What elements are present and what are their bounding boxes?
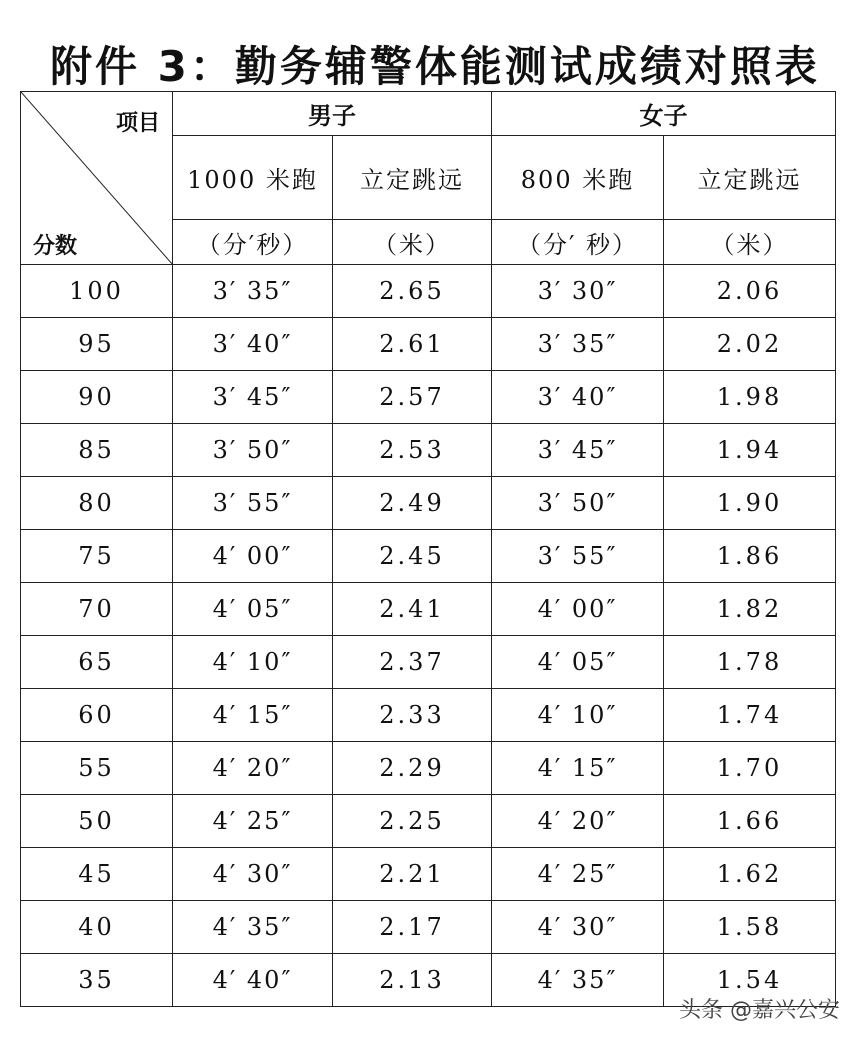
score-cell: 90 bbox=[21, 371, 173, 424]
female-jump-cell: 1.98 bbox=[664, 371, 836, 424]
male-jump-cell: 2.45 bbox=[333, 530, 492, 583]
score-table-body bbox=[21, 92, 836, 1007]
female-run-cell: 4′ 25″ bbox=[492, 848, 664, 901]
female-run-cell: 4′ 05″ bbox=[492, 636, 664, 689]
male-run-cell: 4′ 20″ bbox=[173, 742, 333, 795]
female-run-cell: 4′ 35″ bbox=[492, 954, 664, 1007]
male-run-cell: 3′ 35″ bbox=[173, 265, 333, 318]
male-run-cell: 4′ 30″ bbox=[173, 848, 333, 901]
corner-header-cell bbox=[21, 92, 173, 265]
header-male-run: 1000 米跑 bbox=[173, 136, 333, 220]
table-row bbox=[21, 424, 836, 477]
female-run-cell: 3′ 35″ bbox=[492, 318, 664, 371]
female-jump-cell: 2.02 bbox=[664, 318, 836, 371]
table-row bbox=[21, 689, 836, 742]
female-jump-cell: 1.74 bbox=[664, 689, 836, 742]
table-row bbox=[21, 901, 836, 954]
score-cell: 55 bbox=[21, 742, 173, 795]
header-female-run: 800 米跑 bbox=[492, 136, 664, 220]
female-run-cell: 3′ 45″ bbox=[492, 424, 664, 477]
male-jump-cell: 2.25 bbox=[333, 795, 492, 848]
score-cell: 35 bbox=[21, 954, 173, 1007]
table-row bbox=[21, 530, 836, 583]
female-jump-cell: 1.62 bbox=[664, 848, 836, 901]
female-run-cell: 3′ 30″ bbox=[492, 265, 664, 318]
table-row bbox=[21, 583, 836, 636]
male-run-cell: 3′ 40″ bbox=[173, 318, 333, 371]
score-cell: 95 bbox=[21, 318, 173, 371]
group-header-row bbox=[21, 92, 836, 136]
male-run-cell: 3′ 55″ bbox=[173, 477, 333, 530]
table-row bbox=[21, 318, 836, 371]
table-row bbox=[21, 742, 836, 795]
male-run-cell: 4′ 25″ bbox=[173, 795, 333, 848]
score-cell: 85 bbox=[21, 424, 173, 477]
score-cell: 60 bbox=[21, 689, 173, 742]
table-row bbox=[21, 636, 836, 689]
female-jump-cell: 1.82 bbox=[664, 583, 836, 636]
female-run-cell: 3′ 50″ bbox=[492, 477, 664, 530]
male-jump-cell: 2.29 bbox=[333, 742, 492, 795]
male-jump-cell: 2.17 bbox=[333, 901, 492, 954]
female-jump-cell: 1.70 bbox=[664, 742, 836, 795]
male-jump-cell: 2.37 bbox=[333, 636, 492, 689]
male-jump-cell: 2.61 bbox=[333, 318, 492, 371]
page-title: 附件 3：勤务辅警体能测试成绩对照表 bbox=[50, 42, 820, 91]
score-cell: 40 bbox=[21, 901, 173, 954]
female-jump-cell: 1.90 bbox=[664, 477, 836, 530]
male-run-cell: 4′ 35″ bbox=[173, 901, 333, 954]
male-jump-cell: 2.41 bbox=[333, 583, 492, 636]
female-jump-cell: 1.66 bbox=[664, 795, 836, 848]
female-jump-cell: 1.94 bbox=[664, 424, 836, 477]
female-jump-cell: 1.58 bbox=[664, 901, 836, 954]
table-row bbox=[21, 795, 836, 848]
table-row bbox=[21, 371, 836, 424]
header-female: 女子 bbox=[492, 92, 836, 136]
male-run-cell: 4′ 40″ bbox=[173, 954, 333, 1007]
score-cell: 80 bbox=[21, 477, 173, 530]
score-cell: 45 bbox=[21, 848, 173, 901]
score-cell: 65 bbox=[21, 636, 173, 689]
female-run-cell: 4′ 20″ bbox=[492, 795, 664, 848]
unit-female-jump: （米） bbox=[664, 220, 836, 265]
female-jump-cell: 2.06 bbox=[664, 265, 836, 318]
female-run-cell: 4′ 15″ bbox=[492, 742, 664, 795]
female-run-cell: 4′ 00″ bbox=[492, 583, 664, 636]
male-jump-cell: 2.53 bbox=[333, 424, 492, 477]
score-cell: 75 bbox=[21, 530, 173, 583]
male-run-cell: 3′ 45″ bbox=[173, 371, 333, 424]
corner-label-item: 项目 bbox=[115, 111, 160, 136]
header-male-jump: 立定跳远 bbox=[333, 136, 492, 220]
female-run-cell: 3′ 40″ bbox=[492, 371, 664, 424]
header-female-jump: 立定跳远 bbox=[664, 136, 836, 220]
table-row bbox=[21, 848, 836, 901]
corner-label-score: 分数 bbox=[33, 234, 78, 259]
score-cell: 100 bbox=[21, 265, 173, 318]
female-jump-cell: 1.78 bbox=[664, 636, 836, 689]
unit-male-jump: （米） bbox=[333, 220, 492, 265]
watermark: 头条 @嘉兴公安 bbox=[679, 998, 840, 1023]
male-jump-cell: 2.65 bbox=[333, 265, 492, 318]
unit-male-run: （分′秒） bbox=[173, 220, 333, 265]
male-jump-cell: 2.13 bbox=[333, 954, 492, 1007]
female-run-cell: 4′ 30″ bbox=[492, 901, 664, 954]
female-run-cell: 3′ 55″ bbox=[492, 530, 664, 583]
table-row bbox=[21, 265, 836, 318]
score-cell: 70 bbox=[21, 583, 173, 636]
header-male: 男子 bbox=[173, 92, 492, 136]
male-jump-cell: 2.49 bbox=[333, 477, 492, 530]
male-run-cell: 4′ 10″ bbox=[173, 636, 333, 689]
score-cell: 50 bbox=[21, 795, 173, 848]
male-jump-cell: 2.21 bbox=[333, 848, 492, 901]
male-run-cell: 4′ 05″ bbox=[173, 583, 333, 636]
male-run-cell: 3′ 50″ bbox=[173, 424, 333, 477]
unit-female-run: （分′ 秒） bbox=[492, 220, 664, 265]
male-run-cell: 4′ 00″ bbox=[173, 530, 333, 583]
female-jump-cell: 1.86 bbox=[664, 530, 836, 583]
table-row bbox=[21, 477, 836, 530]
male-jump-cell: 2.57 bbox=[333, 371, 492, 424]
female-jump-cell: 1.54 bbox=[664, 954, 836, 1007]
female-run-cell: 4′ 10″ bbox=[492, 689, 664, 742]
male-jump-cell: 2.33 bbox=[333, 689, 492, 742]
male-run-cell: 4′ 15″ bbox=[173, 689, 333, 742]
score-table bbox=[20, 91, 836, 1007]
